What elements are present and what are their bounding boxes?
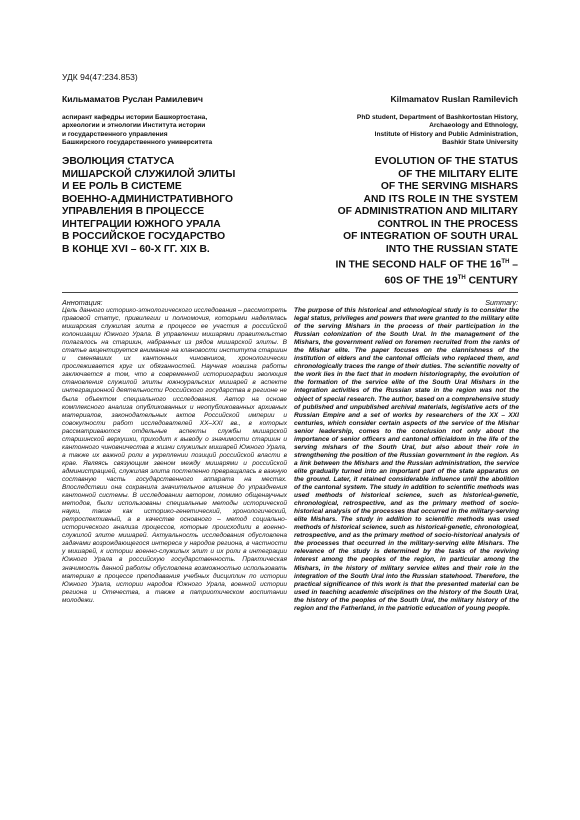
abstract-en: The purpose of this historical and ethnological study is to consider the legal status, privileges and powers that were granted to the military elite of the serving Mishars in the process of their participation in the Russian colonization of the South Ural. In the management of the Mishars, the government relied on foremen recruited from the ranks of the Mishar elite. The paper focuses on the clannishness of the institution of elders and the cantonal officials who replaced them, and chronologically traces the range of their duties. The scientific novelty of the work lies in the fact that in modern historiography, the evolution of the formation of the service elite of the South Ural Mishars in the integration activities of the Russian state in the region was not the object of special research. The author, based on a comprehensive study of published and unpublished archival materials, legislative acts of the Russian Empire and a set of works by researchers of the XX – XXI centuries, which consider certain aspects of the service of the Mishar senior leadership, comes to the conclusion not only about the importance of senior officers and cantonal officialdom in the life of the serving mishars of the South Ural, but also about their role in strengthening the position of the Russian government in the region. As a link between the Mishars and the Russian administration, the service elite gradually turned into an important part of the state apparatus on the ground. Later, it retained considerable influence until the abolition of the cantonal system. The study in addition to scientific methods was used methods of historical science, such as historical-genetic, chronological, retrospective, and as the primary method of socio-historical analysis of the processes that occurred in the military-serving elite Mishars. The study in addition to scientific methods was used methods of historical science, such as historical-genetic, chronological, retrospective, and as the primary method of socio-historical analysis of the processes that occurred in the military-serving elite Mishars. The relevance of the study is determined by the tasks of the reviving interest among the peoples of the region, in particular among the Mishars, in the history of military service elites and their role in the integration of the South Ural into the Russian statehood. Therefore, the practical significance of this work is that the presented material can be used in teaching academic disciplines on the history of the South Ural, the history of the peoples of the South Ural, the military history of the region and the Fatherland, in the patriotic education of young people. [294, 307, 519, 612]
affiliation-en [298, 114, 518, 148]
ordinal-suffix: TH [501, 259, 510, 265]
title-en-line: OF ADMINISTRATION AND MILITARY [337, 206, 518, 217]
title-en-line: CONTROL IN THE PROCESS [377, 218, 518, 230]
title-en-text: IN THE SECOND HALF OF THE 16 [335, 259, 502, 271]
title-ru-line: И ЕЕ РОЛЬ В СИСТЕМЕ [62, 181, 182, 192]
affiliation-ru-line: аспирант кафедры истории Башкортостана, [62, 114, 208, 121]
abstract-ru: Цель данного историко-этнологического исследования – рассмотреть правовой статус, привилегии и полномочия, которыми наделялась мишарская служилая элита в процессе ее участия в российской колонизации Южного Урала. В управлении мишарями правительство полагалось на старшин, набранных из рядов мишарской элиты. В статье акцентируется внимание на клановости института старшин и сменявших их кантонных чиновников, хронологически прослеживается круг их обязанностей. Научная новизна работы заключается в том, что в современной историографии эволюция становления служилой элиты южноуральских мишарей в аспекте интеграционной деятельности Российского государства в регионе не была объектом специального исследования. Автор на основе комплексного анализа опубликованных и неопубликованных архивных материалов, законодательных актов Российской империи и совокупности работ исследователей XX–XXI вв., в которых рассматриваются отдельные аспекты службы мишарской старшинской верхушки, приходит к выводу о значимости старшин и кантонного чиновничества в жизни служилых мишарей Южного Урала, а также их важной роли в укреплении позиций российской власти в крае. Являясь связующим звеном между мишарями и российской администрацией, служилая элита постепенно превращалась в важную составную часть государственного аппарата на местах. Впоследствии она сохранила значительное влияние до упразднения кантонной системы. В исследовании автором, помимо общенаучных методов, были использованы специальные методы исторической науки, такие как историко-генетический, хронологический, ретроспективный, а в качестве основного – метод социально-исторического анализа процессов, которые происходили в военно-служилой элите мишарей. Актуальность исследования обусловлена задачами возрождающегося интереса у народов региона, в частности у мишарей, к истории военно-служилых элит и их роли в интеграции Южного Урала в российскую государственность. Практическая значимость данной работы обусловлена возможностью использовать материал в процессе преподавания учебных дисциплин по истории Южного Урала, истории народов Южного Урала, военной истории региона и Отечества, а также в патриотическом воспитании молодежи. [62, 307, 287, 604]
title-en-line: INTO THE RUSSIAN STATE [385, 243, 518, 255]
title-en-line [298, 256, 518, 272]
title-ru-line: В КОНЦЕ XVI – 60-Х ГГ. XIX В. [62, 243, 210, 255]
abstract-label-ru: Аннотация: [62, 298, 103, 307]
affiliation-ru-line: и государственного управления [62, 130, 168, 138]
title-en-line: EVOLUTION OF THE STATUS [374, 156, 518, 167]
affiliation-ru [62, 114, 282, 148]
affiliation-en-line: PhD student, Department of Bashkortostan History, [356, 114, 518, 121]
title-en-text: 60S OF THE 19 [384, 275, 458, 287]
udk-code: УДК 94(47:234.853) [62, 72, 138, 82]
section-divider [62, 292, 518, 293]
title-en-line: OF THE MILITARY ELITE [398, 168, 518, 180]
title-en-text: CENTURY [465, 275, 518, 287]
title-en-line: OF INTEGRATION OF SOUTH URAL [343, 231, 518, 242]
title-en-line: AND ITS ROLE IN THE SYSTEM [363, 193, 518, 205]
title-en-line: OF THE SERVING MISHARS [380, 181, 518, 192]
affiliation-en-line: Archaeology and Ethnology, [429, 122, 518, 130]
title-ru-line: ВОЕННО-АДМИНИСТРАТИВНОГО [62, 193, 233, 205]
title-ru-line: ИНТЕГРАЦИИ ЮЖНОГО УРАЛА [62, 218, 221, 230]
ordinal-suffix: TH [457, 274, 466, 281]
title-ru-line: ЭВОЛЮЦИЯ СТАТУСА [62, 156, 175, 167]
title-ru-line: УПРАВЛЕНИЯ В ПРОЦЕССЕ [62, 206, 205, 217]
affiliation-en-line: Bashkir State University [442, 139, 518, 147]
affiliation-en-line: Institute of History and Public Administration, [374, 130, 518, 138]
affiliation-ru-line: Башкирского государственного университета [62, 139, 213, 147]
title-en [298, 156, 518, 288]
title-ru-line: В РОССИЙСКОЕ ГОСУДАРСТВО [62, 231, 226, 242]
title-en-line [298, 272, 518, 288]
affiliation-ru-line: археологии и этнологии Института истории [62, 122, 206, 130]
abstract-label-en: Summary: [485, 298, 518, 307]
title-ru [62, 156, 282, 256]
title-en-text: – [509, 259, 518, 271]
author-en: Kilmamatov Ruslan Ramilevich [390, 94, 518, 104]
author-ru: Кильмаматов Руслан Рамилевич [62, 94, 203, 104]
title-ru-line: МИШАРСКОЙ СЛУЖИЛОЙ ЭЛИТЫ [62, 168, 236, 180]
